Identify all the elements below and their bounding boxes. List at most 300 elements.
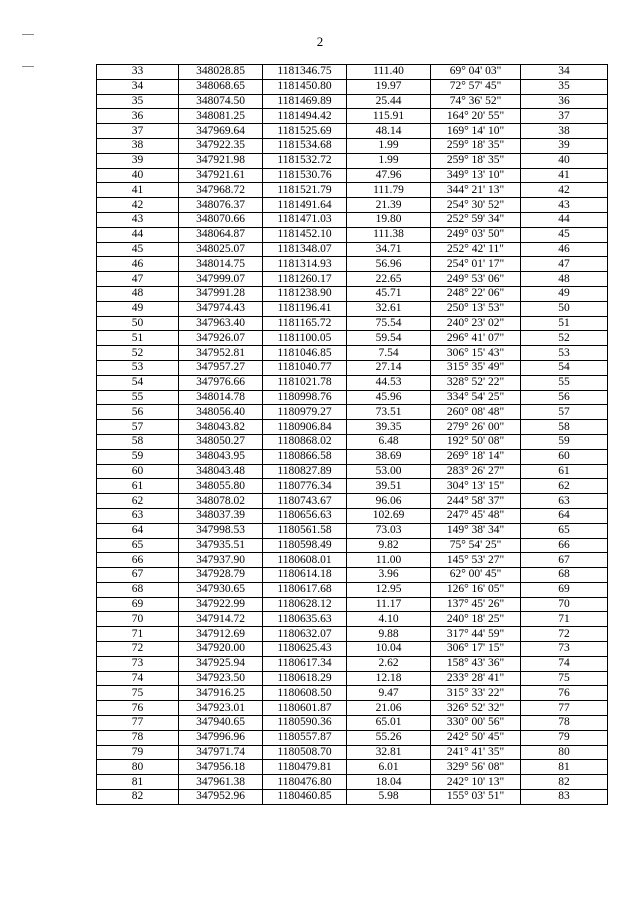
point-to-cell: 72	[521, 627, 608, 642]
point-from-cell: 67	[97, 568, 179, 583]
point-to-cell: 64	[521, 508, 608, 523]
y-coordinate-cell: 1180998.76	[263, 390, 347, 405]
point-from-cell: 73	[97, 656, 179, 671]
length-cell: 1.99	[347, 153, 431, 168]
length-cell: 111.79	[347, 183, 431, 198]
point-from-cell: 47	[97, 272, 179, 287]
point-to-cell: 59	[521, 434, 608, 449]
length-cell: 47.96	[347, 168, 431, 183]
x-coordinate-cell: 347991.28	[179, 286, 263, 301]
point-from-cell: 38	[97, 138, 179, 153]
direction-angle-cell: 75° 54' 25"	[431, 538, 521, 553]
direction-angle-cell: 330° 00' 56"	[431, 716, 521, 731]
table-row	[97, 538, 608, 553]
table-row	[97, 730, 608, 745]
x-coordinate-cell: 347952.81	[179, 346, 263, 361]
table-row	[97, 434, 608, 449]
point-from-cell: 60	[97, 464, 179, 479]
point-from-cell: 43	[97, 212, 179, 227]
direction-angle-cell: 240° 18' 25"	[431, 612, 521, 627]
point-from-cell: 71	[97, 627, 179, 642]
point-from-cell: 63	[97, 508, 179, 523]
direction-angle-cell: 69° 04' 03"	[431, 65, 521, 80]
y-coordinate-cell: 1180868.02	[263, 434, 347, 449]
y-coordinate-cell: 1181452.10	[263, 227, 347, 242]
point-from-cell: 50	[97, 316, 179, 331]
point-to-cell: 58	[521, 420, 608, 435]
point-to-cell: 69	[521, 582, 608, 597]
x-coordinate-cell: 348055.80	[179, 479, 263, 494]
point-from-cell: 59	[97, 449, 179, 464]
length-cell: 6.48	[347, 434, 431, 449]
direction-angle-cell: 296° 41' 07"	[431, 331, 521, 346]
y-coordinate-cell: 1181532.72	[263, 153, 347, 168]
direction-angle-cell: 306° 15' 43"	[431, 346, 521, 361]
length-cell: 19.80	[347, 212, 431, 227]
length-cell: 96.06	[347, 494, 431, 509]
x-coordinate-cell: 348064.87	[179, 227, 263, 242]
direction-angle-cell: 62° 00' 45"	[431, 568, 521, 583]
direction-angle-cell: 242° 10' 13"	[431, 775, 521, 790]
point-from-cell: 34	[97, 79, 179, 94]
table-row	[97, 286, 608, 301]
point-from-cell: 57	[97, 420, 179, 435]
length-cell: 27.14	[347, 360, 431, 375]
y-coordinate-cell: 1181491.64	[263, 198, 347, 213]
direction-angle-cell: 241° 41' 35"	[431, 745, 521, 760]
x-coordinate-cell: 347937.90	[179, 553, 263, 568]
point-to-cell: 38	[521, 124, 608, 139]
direction-angle-cell: 72° 57' 45"	[431, 79, 521, 94]
length-cell: 7.54	[347, 346, 431, 361]
length-cell: 73.51	[347, 405, 431, 420]
length-cell: 2.62	[347, 656, 431, 671]
point-to-cell: 34	[521, 65, 608, 80]
point-from-cell: 51	[97, 331, 179, 346]
point-from-cell: 76	[97, 701, 179, 716]
x-coordinate-cell: 347922.99	[179, 597, 263, 612]
length-cell: 11.17	[347, 597, 431, 612]
length-cell: 59.54	[347, 331, 431, 346]
y-coordinate-cell: 1181471.03	[263, 212, 347, 227]
point-from-cell: 68	[97, 582, 179, 597]
direction-angle-cell: 247° 45' 48"	[431, 508, 521, 523]
direction-angle-cell: 158° 43' 36"	[431, 656, 521, 671]
y-coordinate-cell: 1180598.49	[263, 538, 347, 553]
y-coordinate-cell: 1180590.36	[263, 716, 347, 731]
x-coordinate-cell: 347998.53	[179, 523, 263, 538]
point-from-cell: 79	[97, 745, 179, 760]
table-row	[97, 242, 608, 257]
table-row	[97, 138, 608, 153]
x-coordinate-cell: 348074.50	[179, 94, 263, 109]
x-coordinate-cell: 347999.07	[179, 272, 263, 287]
x-coordinate-cell: 348028.85	[179, 65, 263, 80]
direction-angle-cell: 126° 16' 05"	[431, 582, 521, 597]
direction-angle-cell: 349° 13' 10"	[431, 168, 521, 183]
x-coordinate-cell: 347940.65	[179, 716, 263, 731]
point-from-cell: 65	[97, 538, 179, 553]
y-coordinate-cell: 1181040.77	[263, 360, 347, 375]
x-coordinate-cell: 347914.72	[179, 612, 263, 627]
point-to-cell: 63	[521, 494, 608, 509]
y-coordinate-cell: 1180608.50	[263, 686, 347, 701]
length-cell: 19.97	[347, 79, 431, 94]
length-cell: 111.40	[347, 65, 431, 80]
point-to-cell: 41	[521, 168, 608, 183]
point-from-cell: 66	[97, 553, 179, 568]
direction-angle-cell: 244° 58' 37"	[431, 494, 521, 509]
x-coordinate-cell: 347925.94	[179, 656, 263, 671]
length-cell: 44.53	[347, 375, 431, 390]
point-to-cell: 70	[521, 597, 608, 612]
length-cell: 73.03	[347, 523, 431, 538]
point-from-cell: 35	[97, 94, 179, 109]
y-coordinate-cell: 1180557.87	[263, 730, 347, 745]
x-coordinate-cell: 348043.48	[179, 464, 263, 479]
length-cell: 115.91	[347, 109, 431, 124]
y-coordinate-cell: 1181165.72	[263, 316, 347, 331]
x-coordinate-cell: 347968.72	[179, 183, 263, 198]
table-row	[97, 775, 608, 790]
y-coordinate-cell: 1180635.63	[263, 612, 347, 627]
length-cell: 10.04	[347, 642, 431, 657]
point-from-cell: 75	[97, 686, 179, 701]
table-row	[97, 65, 608, 80]
point-to-cell: 47	[521, 257, 608, 272]
point-to-cell: 36	[521, 94, 608, 109]
length-cell: 48.14	[347, 124, 431, 139]
coordinates-table	[96, 64, 608, 805]
point-from-cell: 56	[97, 405, 179, 420]
x-coordinate-cell: 347976.66	[179, 375, 263, 390]
length-cell: 25.44	[347, 94, 431, 109]
y-coordinate-cell: 1180617.68	[263, 582, 347, 597]
point-from-cell: 33	[97, 65, 179, 80]
point-to-cell: 53	[521, 346, 608, 361]
direction-angle-cell: 306° 17' 15"	[431, 642, 521, 657]
table-row	[97, 227, 608, 242]
table-row	[97, 745, 608, 760]
page-number: 2	[316, 34, 324, 49]
length-cell: 75.54	[347, 316, 431, 331]
table-row	[97, 568, 608, 583]
point-to-cell: 74	[521, 656, 608, 671]
point-to-cell: 55	[521, 375, 608, 390]
point-to-cell: 44	[521, 212, 608, 227]
table-row	[97, 479, 608, 494]
x-coordinate-cell: 347922.35	[179, 138, 263, 153]
point-to-cell: 83	[521, 790, 608, 805]
y-coordinate-cell: 1180628.12	[263, 597, 347, 612]
point-from-cell: 40	[97, 168, 179, 183]
length-cell: 18.04	[347, 775, 431, 790]
point-from-cell: 37	[97, 124, 179, 139]
table-row	[97, 212, 608, 227]
x-coordinate-cell: 347969.64	[179, 124, 263, 139]
y-coordinate-cell: 1181521.79	[263, 183, 347, 198]
direction-angle-cell: 279° 26' 00"	[431, 420, 521, 435]
margin-mark	[22, 66, 34, 67]
table-row	[97, 597, 608, 612]
table-row	[97, 183, 608, 198]
point-to-cell: 82	[521, 775, 608, 790]
point-from-cell: 77	[97, 716, 179, 731]
y-coordinate-cell: 1180656.63	[263, 508, 347, 523]
table-row	[97, 508, 608, 523]
x-coordinate-cell: 347952.96	[179, 790, 263, 805]
y-coordinate-cell: 1180508.70	[263, 745, 347, 760]
point-from-cell: 69	[97, 597, 179, 612]
table-row	[97, 168, 608, 183]
length-cell: 22.65	[347, 272, 431, 287]
point-from-cell: 44	[97, 227, 179, 242]
y-coordinate-cell: 1181525.69	[263, 124, 347, 139]
direction-angle-cell: 249° 03' 50"	[431, 227, 521, 242]
point-to-cell: 60	[521, 449, 608, 464]
y-coordinate-cell: 1181469.89	[263, 94, 347, 109]
point-to-cell: 66	[521, 538, 608, 553]
point-to-cell: 76	[521, 686, 608, 701]
x-coordinate-cell: 347921.98	[179, 153, 263, 168]
point-from-cell: 54	[97, 375, 179, 390]
x-coordinate-cell: 348014.75	[179, 257, 263, 272]
y-coordinate-cell: 1180618.29	[263, 671, 347, 686]
direction-angle-cell: 315° 33' 22"	[431, 686, 521, 701]
y-coordinate-cell: 1181046.85	[263, 346, 347, 361]
y-coordinate-cell: 1180614.18	[263, 568, 347, 583]
y-coordinate-cell: 1180743.67	[263, 494, 347, 509]
y-coordinate-cell: 1181346.75	[263, 65, 347, 80]
direction-angle-cell: 317° 44' 59"	[431, 627, 521, 642]
direction-angle-cell: 252° 42' 11"	[431, 242, 521, 257]
x-coordinate-cell: 347956.18	[179, 760, 263, 775]
direction-angle-cell: 169° 14' 10"	[431, 124, 521, 139]
y-coordinate-cell: 1180608.01	[263, 553, 347, 568]
length-cell: 9.88	[347, 627, 431, 642]
x-coordinate-cell: 347923.50	[179, 671, 263, 686]
point-to-cell: 62	[521, 479, 608, 494]
direction-angle-cell: 145° 53' 27"	[431, 553, 521, 568]
length-cell: 9.47	[347, 686, 431, 701]
table-row	[97, 375, 608, 390]
table-row	[97, 553, 608, 568]
table-row	[97, 464, 608, 479]
table-row	[97, 582, 608, 597]
direction-angle-cell: 260° 08' 48"	[431, 405, 521, 420]
point-from-cell: 58	[97, 434, 179, 449]
length-cell: 12.95	[347, 582, 431, 597]
y-coordinate-cell: 1181494.42	[263, 109, 347, 124]
y-coordinate-cell: 1180979.27	[263, 405, 347, 420]
direction-angle-cell: 329° 56' 08"	[431, 760, 521, 775]
table-row	[97, 316, 608, 331]
point-to-cell: 45	[521, 227, 608, 242]
point-to-cell: 48	[521, 272, 608, 287]
table-row	[97, 701, 608, 716]
length-cell: 1.99	[347, 138, 431, 153]
y-coordinate-cell: 1181348.07	[263, 242, 347, 257]
table-body	[97, 65, 608, 805]
length-cell: 9.82	[347, 538, 431, 553]
y-coordinate-cell: 1180479.81	[263, 760, 347, 775]
length-cell: 21.39	[347, 198, 431, 213]
table-row	[97, 716, 608, 731]
length-cell: 6.01	[347, 760, 431, 775]
point-to-cell: 42	[521, 183, 608, 198]
x-coordinate-cell: 348043.95	[179, 449, 263, 464]
point-to-cell: 81	[521, 760, 608, 775]
y-coordinate-cell: 1181314.93	[263, 257, 347, 272]
x-coordinate-cell: 348070.66	[179, 212, 263, 227]
point-from-cell: 78	[97, 730, 179, 745]
table-row	[97, 94, 608, 109]
direction-angle-cell: 250° 13' 53"	[431, 301, 521, 316]
point-from-cell: 39	[97, 153, 179, 168]
table-row	[97, 790, 608, 805]
y-coordinate-cell: 1181021.78	[263, 375, 347, 390]
x-coordinate-cell: 347996.96	[179, 730, 263, 745]
x-coordinate-cell: 348043.82	[179, 420, 263, 435]
point-from-cell: 45	[97, 242, 179, 257]
x-coordinate-cell: 348078.02	[179, 494, 263, 509]
y-coordinate-cell: 1180617.34	[263, 656, 347, 671]
direction-angle-cell: 149° 38' 34"	[431, 523, 521, 538]
point-to-cell: 50	[521, 301, 608, 316]
point-to-cell: 80	[521, 745, 608, 760]
margin-mark	[22, 34, 34, 35]
point-to-cell: 39	[521, 138, 608, 153]
point-from-cell: 41	[97, 183, 179, 198]
direction-angle-cell: 240° 23' 02"	[431, 316, 521, 331]
point-from-cell: 61	[97, 479, 179, 494]
table-row	[97, 301, 608, 316]
direction-angle-cell: 328° 52' 22"	[431, 375, 521, 390]
x-coordinate-cell: 347974.43	[179, 301, 263, 316]
point-to-cell: 77	[521, 701, 608, 716]
length-cell: 34.71	[347, 242, 431, 257]
x-coordinate-cell: 347920.00	[179, 642, 263, 657]
point-from-cell: 46	[97, 257, 179, 272]
x-coordinate-cell: 348025.07	[179, 242, 263, 257]
table-row	[97, 390, 608, 405]
point-to-cell: 71	[521, 612, 608, 627]
length-cell: 56.96	[347, 257, 431, 272]
y-coordinate-cell: 1181196.41	[263, 301, 347, 316]
point-from-cell: 52	[97, 346, 179, 361]
direction-angle-cell: 315° 35' 49"	[431, 360, 521, 375]
direction-angle-cell: 259° 18' 35"	[431, 153, 521, 168]
direction-angle-cell: 137° 45' 26"	[431, 597, 521, 612]
point-to-cell: 46	[521, 242, 608, 257]
y-coordinate-cell: 1181238.90	[263, 286, 347, 301]
point-from-cell: 72	[97, 642, 179, 657]
direction-angle-cell: 155° 03' 51"	[431, 790, 521, 805]
point-to-cell: 35	[521, 79, 608, 94]
point-from-cell: 42	[97, 198, 179, 213]
table-row	[97, 124, 608, 139]
point-to-cell: 75	[521, 671, 608, 686]
x-coordinate-cell: 348056.40	[179, 405, 263, 420]
point-to-cell: 37	[521, 109, 608, 124]
table-row	[97, 449, 608, 464]
length-cell: 53.00	[347, 464, 431, 479]
point-to-cell: 73	[521, 642, 608, 657]
direction-angle-cell: 242° 50' 45"	[431, 730, 521, 745]
point-to-cell: 61	[521, 464, 608, 479]
point-to-cell: 57	[521, 405, 608, 420]
x-coordinate-cell: 347926.07	[179, 331, 263, 346]
table-row	[97, 405, 608, 420]
point-from-cell: 80	[97, 760, 179, 775]
y-coordinate-cell: 1180561.58	[263, 523, 347, 538]
y-coordinate-cell: 1180906.84	[263, 420, 347, 435]
x-coordinate-cell: 347916.25	[179, 686, 263, 701]
y-coordinate-cell: 1180776.34	[263, 479, 347, 494]
point-to-cell: 56	[521, 390, 608, 405]
x-coordinate-cell: 348076.37	[179, 198, 263, 213]
length-cell: 111.38	[347, 227, 431, 242]
point-from-cell: 81	[97, 775, 179, 790]
x-coordinate-cell: 347971.74	[179, 745, 263, 760]
direction-angle-cell: 248° 22' 06"	[431, 286, 521, 301]
table-row	[97, 109, 608, 124]
length-cell: 3.96	[347, 568, 431, 583]
x-coordinate-cell: 347963.40	[179, 316, 263, 331]
table-row	[97, 153, 608, 168]
point-from-cell: 82	[97, 790, 179, 805]
length-cell: 39.51	[347, 479, 431, 494]
table-row	[97, 627, 608, 642]
length-cell: 65.01	[347, 716, 431, 731]
direction-angle-cell: 269° 18' 14"	[431, 449, 521, 464]
point-from-cell: 55	[97, 390, 179, 405]
length-cell: 102.69	[347, 508, 431, 523]
direction-angle-cell: 74° 36' 52"	[431, 94, 521, 109]
length-cell: 11.00	[347, 553, 431, 568]
point-to-cell: 51	[521, 316, 608, 331]
length-cell: 21.06	[347, 701, 431, 716]
y-coordinate-cell: 1180632.07	[263, 627, 347, 642]
point-to-cell: 79	[521, 730, 608, 745]
length-cell: 55.26	[347, 730, 431, 745]
y-coordinate-cell: 1181534.68	[263, 138, 347, 153]
x-coordinate-cell: 347961.38	[179, 775, 263, 790]
table-row	[97, 346, 608, 361]
direction-angle-cell: 304° 13' 15"	[431, 479, 521, 494]
table-row	[97, 671, 608, 686]
point-to-cell: 65	[521, 523, 608, 538]
y-coordinate-cell: 1180625.43	[263, 642, 347, 657]
x-coordinate-cell: 348037.39	[179, 508, 263, 523]
x-coordinate-cell: 347923.01	[179, 701, 263, 716]
y-coordinate-cell: 1181450.80	[263, 79, 347, 94]
y-coordinate-cell: 1181100.05	[263, 331, 347, 346]
point-from-cell: 36	[97, 109, 179, 124]
table-row	[97, 612, 608, 627]
table-row	[97, 760, 608, 775]
x-coordinate-cell: 347921.61	[179, 168, 263, 183]
point-from-cell: 64	[97, 523, 179, 538]
point-to-cell: 43	[521, 198, 608, 213]
direction-angle-cell: 233° 28' 41"	[431, 671, 521, 686]
table-row	[97, 257, 608, 272]
direction-angle-cell: 259° 18' 35"	[431, 138, 521, 153]
direction-angle-cell: 326° 52' 32"	[431, 701, 521, 716]
direction-angle-cell: 192° 50' 08"	[431, 434, 521, 449]
point-from-cell: 70	[97, 612, 179, 627]
length-cell: 45.96	[347, 390, 431, 405]
